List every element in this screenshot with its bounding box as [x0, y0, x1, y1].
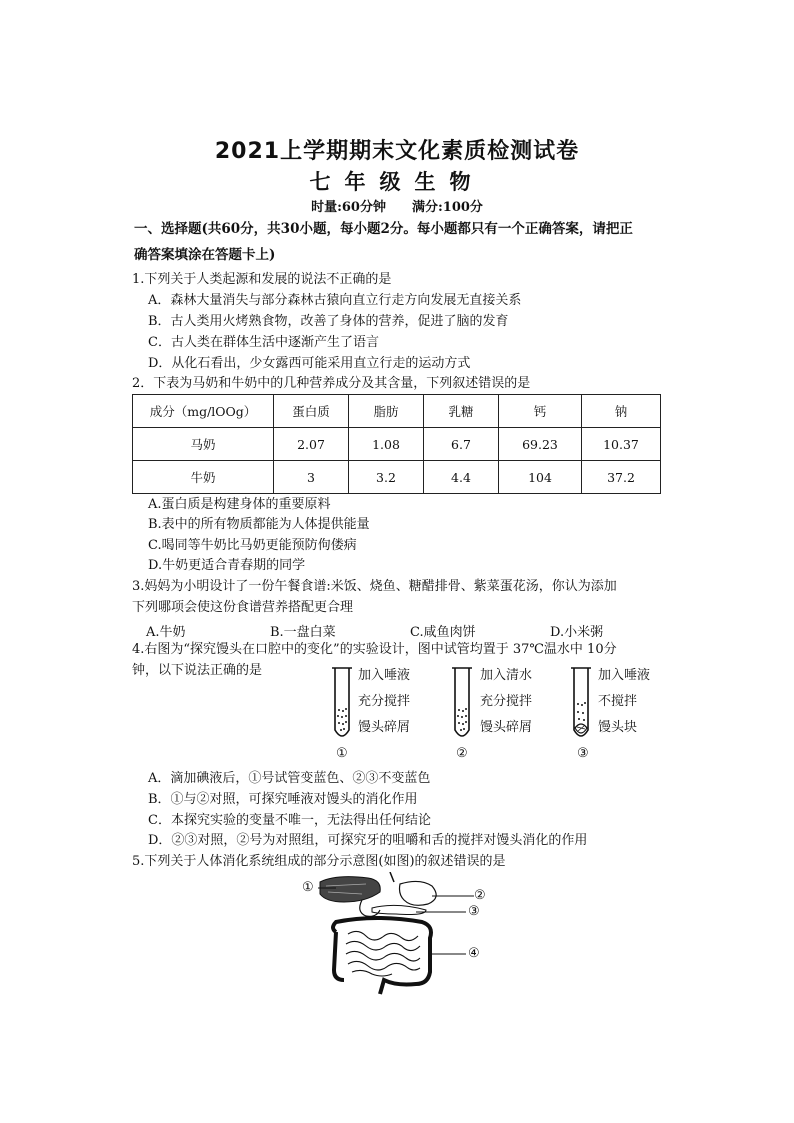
tube-2-label-2: 充分搅拌	[480, 694, 533, 709]
q1-option-d: D．从化石看出，少女露西可能采用直立行走的运动方式	[148, 356, 471, 371]
table-header-cell: 蛋白质	[274, 395, 349, 428]
q5-stem: 5.下列关于人体消化系统组成的部分示意图(如图)的叙述错误的是	[132, 854, 506, 869]
q2-option-d: D.牛奶更适合青春期的同学	[148, 558, 306, 573]
section-heading	[134, 216, 664, 268]
q4-option-a: A．滴加碘液后，①号试管变蓝色、②③不变蓝色	[148, 771, 431, 786]
section-line-1: 一、选择题(共60分，共30小题，每小题2分。每小题都只有一个正确答案，请把正	[134, 221, 633, 237]
nutrition-table	[132, 394, 661, 494]
subject-text: 七年级生物	[309, 170, 485, 194]
table-cell: 10.37	[582, 428, 661, 461]
organ-label-4: ④	[468, 946, 480, 961]
q4-option-b: B．①与②对照，可探究唾液对馒头的消化作用	[148, 792, 418, 807]
table-header-cell: 乳糖	[424, 395, 499, 428]
table-cell: 104	[499, 461, 582, 494]
tube-2-labels	[480, 663, 532, 741]
tube-2-number: ②	[456, 746, 468, 761]
tube-3-labels	[598, 663, 650, 741]
test-tube-3	[571, 668, 591, 736]
table-cell: 马奶	[133, 428, 274, 461]
table-cell: 1.08	[349, 428, 424, 461]
table-row	[133, 428, 661, 461]
tube-1-number: ①	[336, 746, 348, 761]
table-cell: 37.2	[582, 461, 661, 494]
q2-option-b: B.表中的所有物质都能为人体提供能量	[148, 517, 370, 532]
organ-label-2: ②	[474, 888, 486, 903]
table-header-row	[133, 395, 661, 428]
q1-option-a: A．森林大量消失与部分森林古猿向直立行走方向发展无直接关系	[148, 293, 522, 308]
table-cell: 3	[274, 461, 349, 494]
q4-option-d: D．②③对照，②号为对照组，可探究牙的咀嚼和舌的搅拌对馒头消化的作用	[148, 833, 588, 848]
q3-option-d: D.小米粥	[550, 625, 604, 640]
q4-option-c: C．本探究实验的变量不唯一，无法得出任何结论	[148, 813, 431, 828]
tube-3-label-1: 加入唾液	[598, 668, 651, 683]
tube-1-label-3: 馒头碎屑	[358, 720, 411, 735]
exam-title: 2021上学期期末文化素质检测试卷	[214, 139, 580, 164]
table-cell: 69.23	[499, 428, 582, 461]
organ-label-1: ①	[302, 880, 314, 895]
tube-3-number: ③	[577, 746, 589, 761]
q2-stem: 2．下表为马奶和牛奶中的几种营养成分及其含量，下列叙述错误的是	[132, 376, 531, 391]
q1-option-c: C．古人类在群体生活中逐渐产生了语言	[148, 335, 379, 350]
tube-3-label-2: 不搅拌	[598, 694, 638, 709]
tube-1-labels	[358, 663, 410, 741]
table-header-cell: 钠	[582, 395, 661, 428]
digestive-system-diagram	[296, 872, 496, 996]
q2-option-a: A.蛋白质是构建身体的重要原料	[148, 497, 331, 512]
tube-2-label-3: 馒头碎屑	[480, 720, 533, 735]
tube-1-label-2: 充分搅拌	[358, 694, 411, 709]
organ-label-3: ③	[468, 904, 480, 919]
q3-option-c: C.咸鱼肉饼	[410, 625, 476, 640]
q4-stem-line-1: 4.右图为“探究馒头在口腔中的变化”的实验设计，图中试管均置于 37℃温水中 10分	[132, 642, 617, 657]
q2-option-c: C.喝同等牛奶比马奶更能预防佝偻病	[148, 538, 357, 553]
q1-option-b: B．古人类用火烤熟食物，改善了身体的营养，促进了脑的发育	[148, 314, 509, 329]
table-cell: 2.07	[274, 428, 349, 461]
q3-stem-line-2: 下列哪项会使这份食谱营养搭配更合理	[132, 600, 354, 615]
q1-stem: 1.下列关于人类起源和发展的说法不正确的是	[132, 272, 392, 287]
tube-1-label-1: 加入唾液	[358, 668, 411, 683]
test-tube-1	[332, 668, 352, 736]
q3-option-b: B.一盘白菜	[270, 625, 336, 640]
table-header-cell: 脂肪	[349, 395, 424, 428]
table-cell: 3.2	[349, 461, 424, 494]
q4-stem-line-2: 钟，以下说法正确的是	[132, 663, 263, 678]
q3-option-a: A.牛奶	[146, 625, 186, 640]
tube-3-label-3: 馒头块	[598, 720, 638, 735]
table-cell: 4.4	[424, 461, 499, 494]
exam-score: 满分:100分	[411, 200, 483, 215]
table-cell: 6.7	[424, 428, 499, 461]
table-header-cell: 成分（mg/lOOg）	[133, 395, 274, 428]
q3-stem-line-1: 3.妈妈为小明设计了一份午餐食谱:米饭、烧鱼、糖醋排骨、紫菜蛋花汤，你认为添加	[132, 579, 617, 594]
table-row	[133, 461, 661, 494]
table-header-cell: 钙	[499, 395, 582, 428]
exam-subject	[0, 166, 794, 196]
test-tube-2	[452, 668, 472, 736]
table-cell: 牛奶	[133, 461, 274, 494]
section-line-2: 确答案填涂在答题卡上)	[134, 247, 276, 263]
exam-meta	[0, 196, 794, 215]
exam-time: 时量:60分钟	[311, 200, 386, 215]
tube-2-label-1: 加入清水	[480, 668, 533, 683]
